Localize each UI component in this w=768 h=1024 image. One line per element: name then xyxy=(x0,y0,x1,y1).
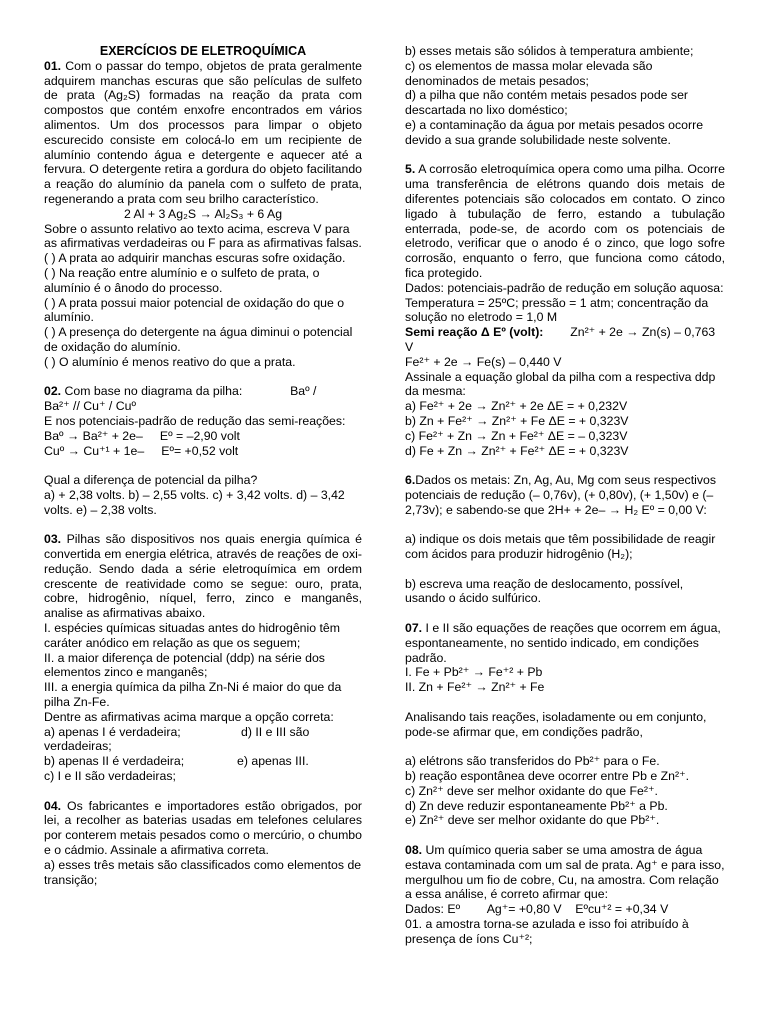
option-b: b) apenas II é verdadeira; xyxy=(44,754,185,769)
option-c: c) Zn²⁺ deve ser melhor oxidante do que Fe²⁺. xyxy=(405,783,658,798)
semi-reaction-zn: Zn²⁺ + 2e → Zn(s) – 0,763 V xyxy=(405,325,716,354)
true-false-item: ( ) A prata possui maior potencial de oxidação do que o alumínio. xyxy=(44,295,345,325)
question-07 xyxy=(405,621,725,665)
option-a: a) elétrons são transferidos do Pb²⁺ para o Fe. xyxy=(405,754,660,769)
question-prompt: Assinale a equação global da pilha com a respectiva ddp da mesma: xyxy=(405,369,716,399)
left-column xyxy=(44,44,362,887)
option-row xyxy=(44,754,362,769)
question-08 xyxy=(405,843,725,902)
question-text: Um químico queria saber se uma amostra de água estava contaminada com um sal de prata. Ag⁺ e para isso, mergulhou um fio de cobre, Cu, na amostra. Com relação a essa análise, é correto afirmar que: xyxy=(405,843,725,902)
data-text: Dados: Eº Ag⁺= +0,80 V Eºcu⁺² = +0,34 V xyxy=(405,902,669,917)
option-d: d) II e III são xyxy=(241,724,310,739)
reaction-ii: II. Zn + Fe²⁺ → Zn²⁺ + Fe xyxy=(405,680,545,695)
option-e: e) a contaminação da água por metais pesados ocorre devido a sua grande solubilidade neste solvente. xyxy=(405,117,704,147)
option-e: e) Zn²⁺ deve ser melhor oxidante do que Pb²⁺. xyxy=(405,813,660,828)
option-a: a) esses três metais são classificados como elementos de transição; xyxy=(44,857,362,887)
question-prompt: Analisando tais reações, isoladamente ou em conjunto, pode-se afirmar que, em condições padrão, xyxy=(405,709,707,739)
option-e: e) apenas III. xyxy=(237,754,309,769)
statement-ii: II. a maior diferença de potencial (ddp) na série dos elementos zinco e manganês; xyxy=(44,650,325,680)
true-false-item: ( ) A presença do detergente na água diminui o potencial de oxidação do alumínio. xyxy=(44,325,353,354)
option-d-cont: verdadeiras; xyxy=(44,739,112,754)
question-text: I e II são equações de reações que ocorrem em água, espontaneamente, no sentido indicado, em condições padrão. xyxy=(405,621,721,665)
question-text: Dados os metais: Zn, Ag, Au, Mg com seus respectivos potenciais de redução (– 0,76v), (+ 0,80v), (+ 1,50v) e (–2,73v); e sabendo-se que 2H+ + 2e– → H₂ Eº = 0,00 V: xyxy=(405,473,716,517)
option-c: c) os elementos de massa molar elevada são denominados de metais pesados; xyxy=(405,58,653,88)
reaction-i: I. Fe + Pb²⁺ → Fe⁺² + Pb xyxy=(405,665,543,680)
statement-iii: III. a energia química da pilha Zn-Ni é maior do que da pilha Zn-Fe. xyxy=(44,680,342,710)
half-reaction: Baº → Ba²⁺ + 2e– Eº = –2,90 volt xyxy=(44,428,240,443)
question-prompt: Dentre as afirmativas acima marque a opção correta: xyxy=(44,709,334,724)
semi-reaction-row xyxy=(405,325,725,355)
semi-reaction-fe: Fe²⁺ + 2e → Fe(s) – 0,440 V xyxy=(405,354,562,369)
question-number: 07. xyxy=(405,621,423,636)
question-number: 6. xyxy=(405,473,416,488)
question-06 xyxy=(405,473,725,517)
option-c: c) I e II são verdadeiras; xyxy=(44,769,176,784)
question-number: 01. xyxy=(44,58,62,73)
question-prompt: Qual a diferença de potencial da pilha? xyxy=(44,473,258,488)
statement-i: I. espécies químicas situadas antes do hidrogênio têm caráter anódico em relação as que os seguem; xyxy=(44,621,340,650)
cell-diagram: Ba²⁺ // Cu⁺ / Cuº xyxy=(44,399,136,414)
question-03 xyxy=(44,532,362,621)
option-d: d) a pilha que não contém metais pesados pode ser descartada no lixo doméstico; xyxy=(405,88,689,118)
question-05 xyxy=(405,162,725,280)
question-text: Com o passar do tempo, objetos de prata geralmente adquirem manchas escuras que são películas de sulfeto de prata (Ag₂S) formadas na reação da prata com compostos que contém enxofre encontrados em vários alimentos. Um dos processos para limpar o objeto escurecido consiste em colocá-lo em um recipiente de alumínio contendo água e detergente e aquecer até a fervura. O detergente retira a gordura do objeto facilitando a reação do alumínio da panela com o sulfeto de prata, regenerando a prata com seu brilho característico. xyxy=(44,58,362,206)
option-a: a) apenas I é verdadeira; xyxy=(44,724,181,739)
question-number: 04. xyxy=(44,798,62,813)
question-number: 02. xyxy=(44,384,62,399)
true-false-item: ( ) O alumínio é menos reativo do que a prata. xyxy=(44,354,296,369)
question-04 xyxy=(44,799,362,858)
question-01 xyxy=(44,59,362,207)
question-02 xyxy=(44,384,362,399)
true-false-item: ( ) A prata ao adquirir manchas escuras sofre oxidação. xyxy=(44,251,346,266)
item-01: 01. a amostra torna-se azulada e isso foi atribuído à presença de íons Cu⁺²; xyxy=(405,917,689,946)
option-d: d) Zn deve reduzir espontaneamente Pb²⁺ a Pb. xyxy=(405,798,668,813)
option-row xyxy=(44,725,362,740)
instruction: Sobre o assunto relativo ao texto acima, escreva V para as afirmativas verdadeiras ou F para as afirmativas falsas. xyxy=(44,221,362,251)
item-b: b) escreva uma reação de deslocamento, possível, usando o ácido sulfúrico. xyxy=(405,576,684,606)
question-number: 5. xyxy=(405,162,416,177)
option-b: b) reação espontânea deve ocorrer entre Pb e Zn²⁺. xyxy=(405,769,690,784)
option-b: b) esses metais são sólidos à temperatura ambiente; xyxy=(405,44,694,58)
right-column xyxy=(405,44,725,947)
question-text: Com base no diagrama da pilha: Baº / xyxy=(64,384,317,399)
half-reaction: Cuº → Cu⁺¹ + 1e– Eº= +0,52 volt xyxy=(44,443,239,458)
question-text: Os fabricantes e importadores estão obrigados, por lei, a recolher as baterias usadas em telefones celulares por conterem metais pesados como o mercúrio, o chumbo e o cádmio. Assinale a afirmativa correta. xyxy=(44,798,363,858)
page-title: EXERCÍCIOS DE ELETROQUÍMICA xyxy=(99,44,307,58)
question-number: 03. xyxy=(44,532,62,547)
question-text: Pilhas são dispositivos nos quais energia química é convertida em energia elétrica, através de reações de oxi-redução. Sendo dada a série eletroquímica em ordem crescente de reatividade como se segue: ouro, prata, cobre, hidrogênio, níquel, ferro, zinco e manganês, analise as afirmativas abaixo. xyxy=(44,532,362,621)
data-text: Dados: potenciais-padrão de redução em solução aquosa: xyxy=(405,280,724,295)
semi-reaction-label: Semi reação Δ Eº (volt): xyxy=(405,325,544,340)
question-text: A corrosão eletroquímica opera como uma pilha. Ocorre uma transferência de elétrons quando dois metais de diferentes potenciais são colocados em contato. O zinco ligado à tubulação de ferro, estando a tubulação enterrada, pode-se, de acordo com os potenciais de eletrodo, verificar que o anodo é o zinco, que logo sofre corrosão, enquanto o ferro, que funciona como cátodo, fica protegido. xyxy=(405,162,725,280)
true-false-item: ( ) Na reação entre alumínio e o sulfeto de prata, o alumínio é o ânodo do processo. xyxy=(44,265,320,295)
item-a: a) indique os dois metais que têm possibilidade de reagir com ácidos para produzir hidrogênio (H₂); xyxy=(405,532,716,562)
option-c: c) Fe²⁺ + Zn → Zn + Fe²⁺ ΔE = – 0,323V xyxy=(405,428,628,443)
option-d: d) Fe + Zn → Zn²⁺ + Fe²⁺ ΔE = + 0,323V xyxy=(405,443,629,458)
question-number: 08. xyxy=(405,843,423,858)
option-a: a) Fe²⁺ + 2e → Zn²⁺ + 2e ΔE = + 0,232V xyxy=(405,399,628,414)
answer-options: a) + 2,38 volts. b) – 2,55 volts. c) + 3,42 volts. d) – 3,42 volts. e) – 2,38 volts. xyxy=(44,487,345,517)
equation: 2 Al + 3 Ag₂S → Al₂S₃ + 6 Ag xyxy=(123,206,283,221)
data-text: Temperatura = 25ºC; pressão = 1 atm; concentração da solução no eletrodo = 1,0 M xyxy=(405,295,709,325)
question-text: E nos potenciais-padrão de redução das semi-reações: xyxy=(44,413,346,428)
option-b: b) Zn + Fe²⁺ → Zn²⁺ + Fe ΔE = + 0,323V xyxy=(405,413,629,428)
